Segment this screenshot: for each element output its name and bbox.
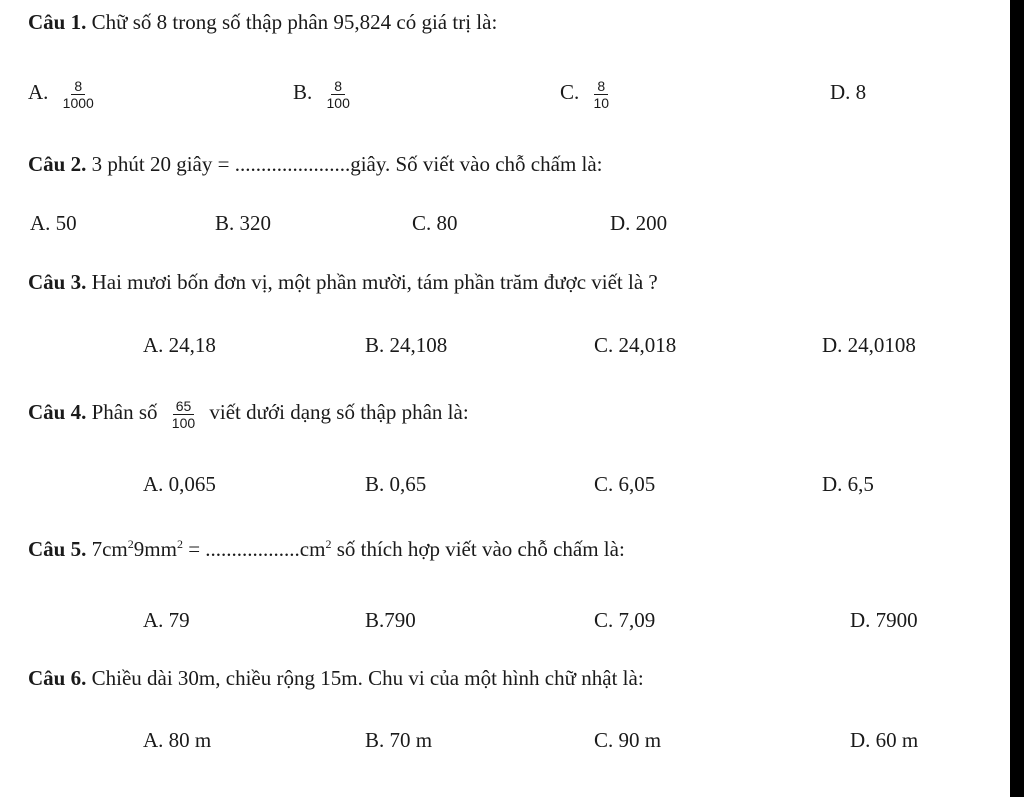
fraction: $\frac{65}{100}$: [171, 397, 196, 431]
question-6-options: [0, 720, 1010, 760]
unit: $cm^2$: [299, 537, 332, 561]
question-6: [0, 658, 1010, 698]
option-c[interactable]: C. $\frac{8}{10}$: [560, 70, 618, 114]
question-1: [0, 2, 1010, 42]
option-c[interactable]: C. 24,018: [594, 333, 677, 357]
question-label: Câu 3.: [28, 270, 87, 294]
answer-blank[interactable]: ..................: [205, 537, 300, 561]
question-label: Câu 1.: [28, 10, 87, 34]
option-a[interactable]: A. 79: [143, 608, 190, 632]
expression: $7cm^29mm^2$ =: [91, 537, 206, 561]
option-c[interactable]: C. 80: [412, 211, 458, 235]
option-a[interactable]: A. $\frac{8}{1000}$: [28, 70, 103, 114]
question-label: Câu 6.: [28, 666, 87, 690]
question-text: Hai mươi bốn đơn vị, một phần mười, tám phần trăm được viết là ?: [91, 270, 658, 294]
option-a[interactable]: A. 80 m: [143, 728, 212, 752]
option-b[interactable]: B. $\frac{8}{100}$: [293, 70, 359, 114]
question-text: Chiều dài 30m, chiều rộng 15m. Chu vi của một hình chữ nhật là:: [91, 666, 644, 690]
option-b[interactable]: B. 320: [215, 211, 272, 235]
answer-blank[interactable]: ......................: [234, 152, 351, 176]
question-4: [0, 388, 1010, 436]
fraction: $\frac{8}{1000}$: [62, 77, 94, 111]
question-text-after: viết dưới dạng số thập phân là:: [209, 400, 469, 424]
question-2-options: [0, 203, 1010, 243]
fraction: $\frac{8}{100}$: [326, 77, 350, 111]
question-3: [0, 262, 1010, 302]
option-d[interactable]: D. 6,5: [822, 472, 874, 496]
question-label: Câu 2.: [28, 152, 87, 176]
question-text-after: giây. Số viết vào chỗ chấm là:: [350, 152, 603, 176]
option-c[interactable]: C. 7,09: [594, 608, 656, 632]
fraction: $\frac{8}{10}$: [593, 77, 610, 111]
question-2: [0, 144, 1010, 184]
question-text: Chữ số 8 trong số thập phân 95,824 có giá trị là:: [91, 10, 498, 34]
question-label: Câu 5.: [28, 537, 87, 561]
option-d[interactable]: D. 60 m: [850, 728, 919, 752]
question-label: Câu 4.: [28, 400, 87, 424]
question-text-after: số thích hợp viết vào chỗ chấm là:: [331, 537, 625, 561]
option-c[interactable]: C. 90 m: [594, 728, 662, 752]
question-3-options: [0, 325, 1010, 365]
question-5-options: [0, 600, 1010, 640]
option-b[interactable]: B. 70 m: [365, 728, 433, 752]
question-5: [0, 524, 1010, 564]
option-d[interactable]: D. 200: [610, 211, 668, 235]
option-b[interactable]: B.790: [365, 608, 416, 632]
question-4-options: [0, 464, 1010, 504]
option-b[interactable]: B. 24,108: [365, 333, 448, 357]
option-d[interactable]: D. 7900: [850, 608, 918, 632]
option-b[interactable]: B. 0,65: [365, 472, 427, 496]
option-a[interactable]: A. 24,18: [143, 333, 216, 357]
option-a[interactable]: A. 0,065: [143, 472, 216, 496]
question-text-before: Phân số: [91, 400, 158, 424]
question-1-options: [0, 70, 1010, 114]
option-d[interactable]: D. 8: [830, 80, 867, 104]
option-a[interactable]: A. 50: [30, 211, 77, 235]
option-d[interactable]: D. 24,0108: [822, 333, 916, 357]
option-c[interactable]: C. 6,05: [594, 472, 656, 496]
question-text-before: 3 phút 20 giây =: [91, 152, 235, 176]
